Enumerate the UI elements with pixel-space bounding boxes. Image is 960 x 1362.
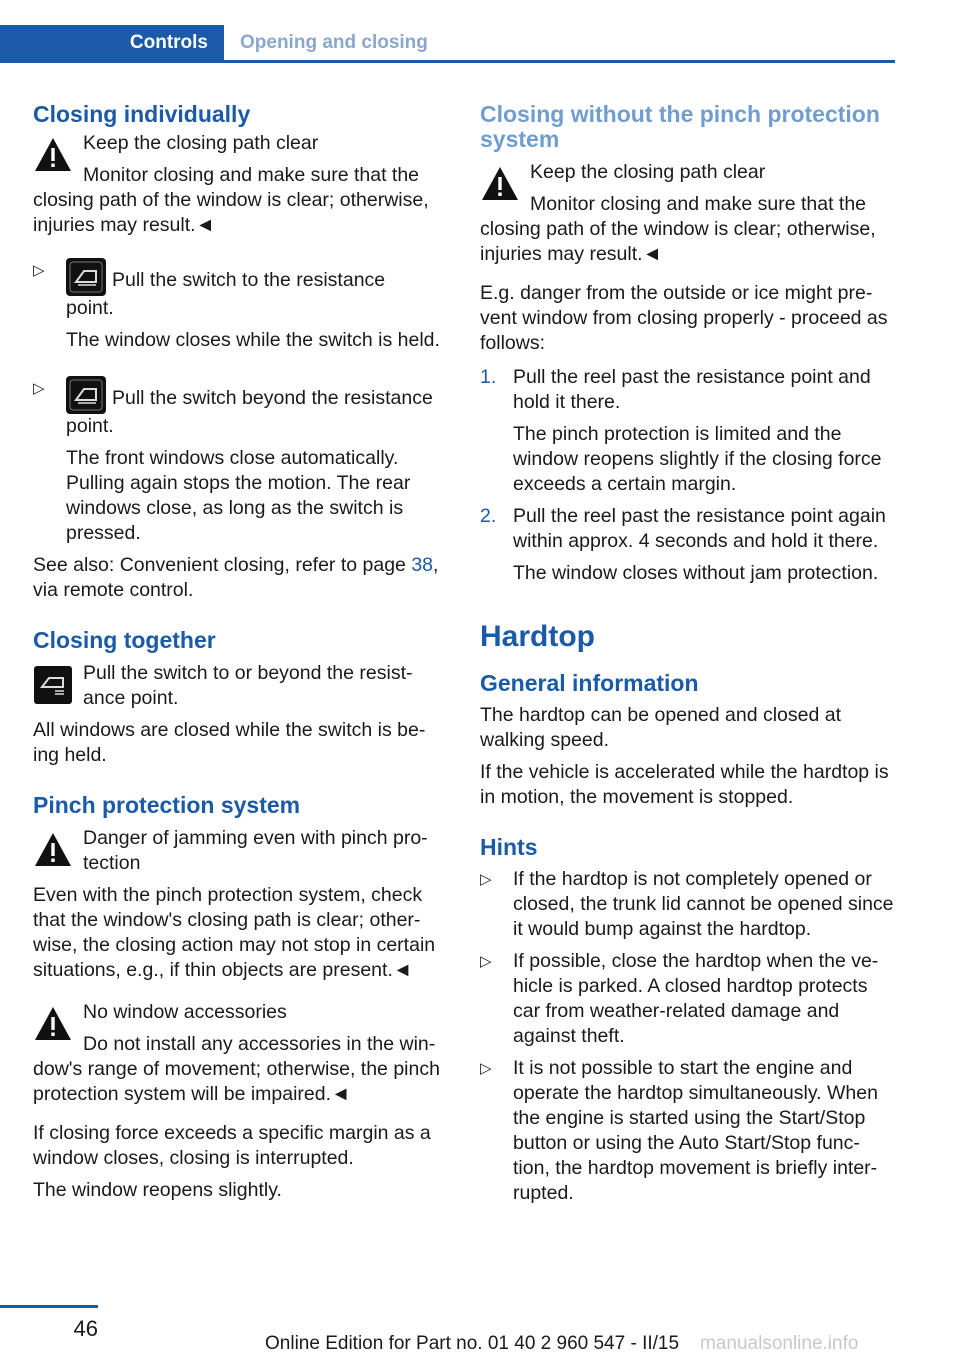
warning-triangle-icon [33,1004,73,1044]
tab-controls: Controls [0,25,224,61]
warning-triangle-icon [480,164,520,204]
warning-text: Even with the pinch protection system, check that the window's closing path is clear; other- wise, the closing action may not stop in certain situations, e.g., if thin objects are present.◄ [33,884,436,981]
warning-triangle-icon [33,135,73,175]
heading-hardtop: Hardtop [480,620,595,653]
list-item-text-cont: point. [66,415,114,437]
watermark: manualsonline.info [700,1333,859,1354]
step-note: The window closes without jam protection. [513,562,879,584]
warning-block [33,1000,445,1057]
warning-text-cont: dow's range of movement; otherwise, the pinch protection system will be impaired.◄ [33,1058,440,1105]
list-item [480,1056,897,1206]
window-switch-icon [66,258,106,296]
page-link[interactable]: 38 [411,554,434,576]
hint-text: It is not possible to start the engine and operate the hardtop simultaneously. When the engine is started using the Start/Stop button or using the Auto Start/Stop func- tion, the hardtop movement is briefly inter- rupted. [513,1057,878,1204]
warning-text: Monitor closing and make sure that the [530,193,867,215]
warning-triangle-icon [33,830,73,870]
step-text: Pull the reel past the resistance point and hold it there. [513,366,871,413]
triangle-bullet-icon: ▷ [33,380,45,397]
hint-text: If the hardtop is not completely opened or closed, the trunk lid cannot be opened since it would bump against the hardtop. [513,868,894,940]
body-text: The hardtop can be opened and closed at walking speed. [480,704,842,751]
warning-text: Do not install any accessories in the win- [83,1033,436,1055]
list-item [480,504,897,586]
body-text: Pull the switch to or beyond the resist- [83,662,413,684]
step-number: 1. [480,366,497,388]
warning-block [33,131,445,188]
heading-closing-individually: Closing individually [33,101,251,127]
triangle-bullet-icon: ▷ [480,953,492,970]
left-column [33,102,445,1203]
see-also-punct: , [433,554,439,576]
all-windows-switch-icon [33,665,73,705]
body-text-cont: ance point. [83,687,179,709]
warning-title: Keep the closing path clear [83,132,319,154]
list-item-note: The front windows close automatically. Pulling again stops the motion. The rear windows close, as long as the switch is pressed. [66,447,411,544]
footer-rule [0,1305,98,1308]
warning-block [33,826,445,876]
warning-text-cont: closing path of the window is clear; otherwise, injuries may result.◄ [480,218,876,265]
see-also-text: See also: Convenient closing, refer to page [33,554,412,576]
body-text: E.g. danger from the outside or ice might pre- vent window from closing properly - proceed as follows: [480,282,888,354]
list-item [33,258,445,353]
tab-opening-and-closing: Opening and closing [240,32,428,53]
step-note: The pinch protection is limited and the window reopens slightly if the closing force exceeds a certain margin. [513,423,882,495]
triangle-bullet-icon: ▷ [480,1060,492,1077]
list-item [480,949,897,1049]
switch-block [33,661,445,711]
heading-closing-together: Closing together [33,627,216,653]
warning-title: Keep the closing path clear [530,161,766,183]
list-item [480,867,897,942]
edition-text: Online Edition for Part no. 01 40 2 960 547 - II/15 [265,1333,680,1354]
step-text: Pull the reel past the resistance point again within approx. 4 seconds and hold it there. [513,505,886,552]
warning-title: No window accessories [83,1001,287,1023]
list-item-note: The window closes while the switch is held. [66,329,440,351]
page-number: 46 [73,1316,98,1341]
body-text: If the vehicle is accelerated while the hardtop is in motion, the movement is stopped. [480,761,889,808]
warning-block [480,160,897,217]
list-item [480,365,897,497]
warning-text-cont: closing path of the window is clear; otherwise, injuries may result.◄ [33,189,429,236]
step-number: 2. [480,505,497,527]
body-text: The window reopens slightly. [33,1179,282,1201]
warning-text: Monitor closing and make sure that the [83,164,420,186]
header-rule [0,60,895,63]
warning-title-cont: tection [83,852,141,874]
list-item-text: Pull the switch to the resistance [112,269,386,291]
right-column [480,102,897,1206]
heading-hints: Hints [480,834,538,860]
triangle-bullet-icon: ▷ [480,871,492,888]
see-also-text-cont: via remote control. [33,579,194,601]
list-item-text: Pull the switch beyond the resistance [112,387,433,409]
warning-title: Danger of jamming even with pinch pro- [83,827,428,849]
body-text: All windows are closed while the switch is be- ing held. [33,719,426,766]
window-switch-icon [66,376,106,414]
heading-general-information: General information [480,670,699,696]
heading-without-pinch: Closing without the pinch protection system [480,101,880,152]
body-text: If closing force exceeds a specific margin as a window closes, closing is interrupted. [33,1122,431,1169]
list-item [33,376,445,546]
list-item-text-cont: point. [66,297,114,319]
hint-text: If possible, close the hardtop when the ve- hicle is parked. A closed hardtop protects car from weather-related damage and against theft. [513,950,879,1047]
triangle-bullet-icon: ▷ [33,262,45,279]
heading-pinch-protection: Pinch protection system [33,792,301,818]
